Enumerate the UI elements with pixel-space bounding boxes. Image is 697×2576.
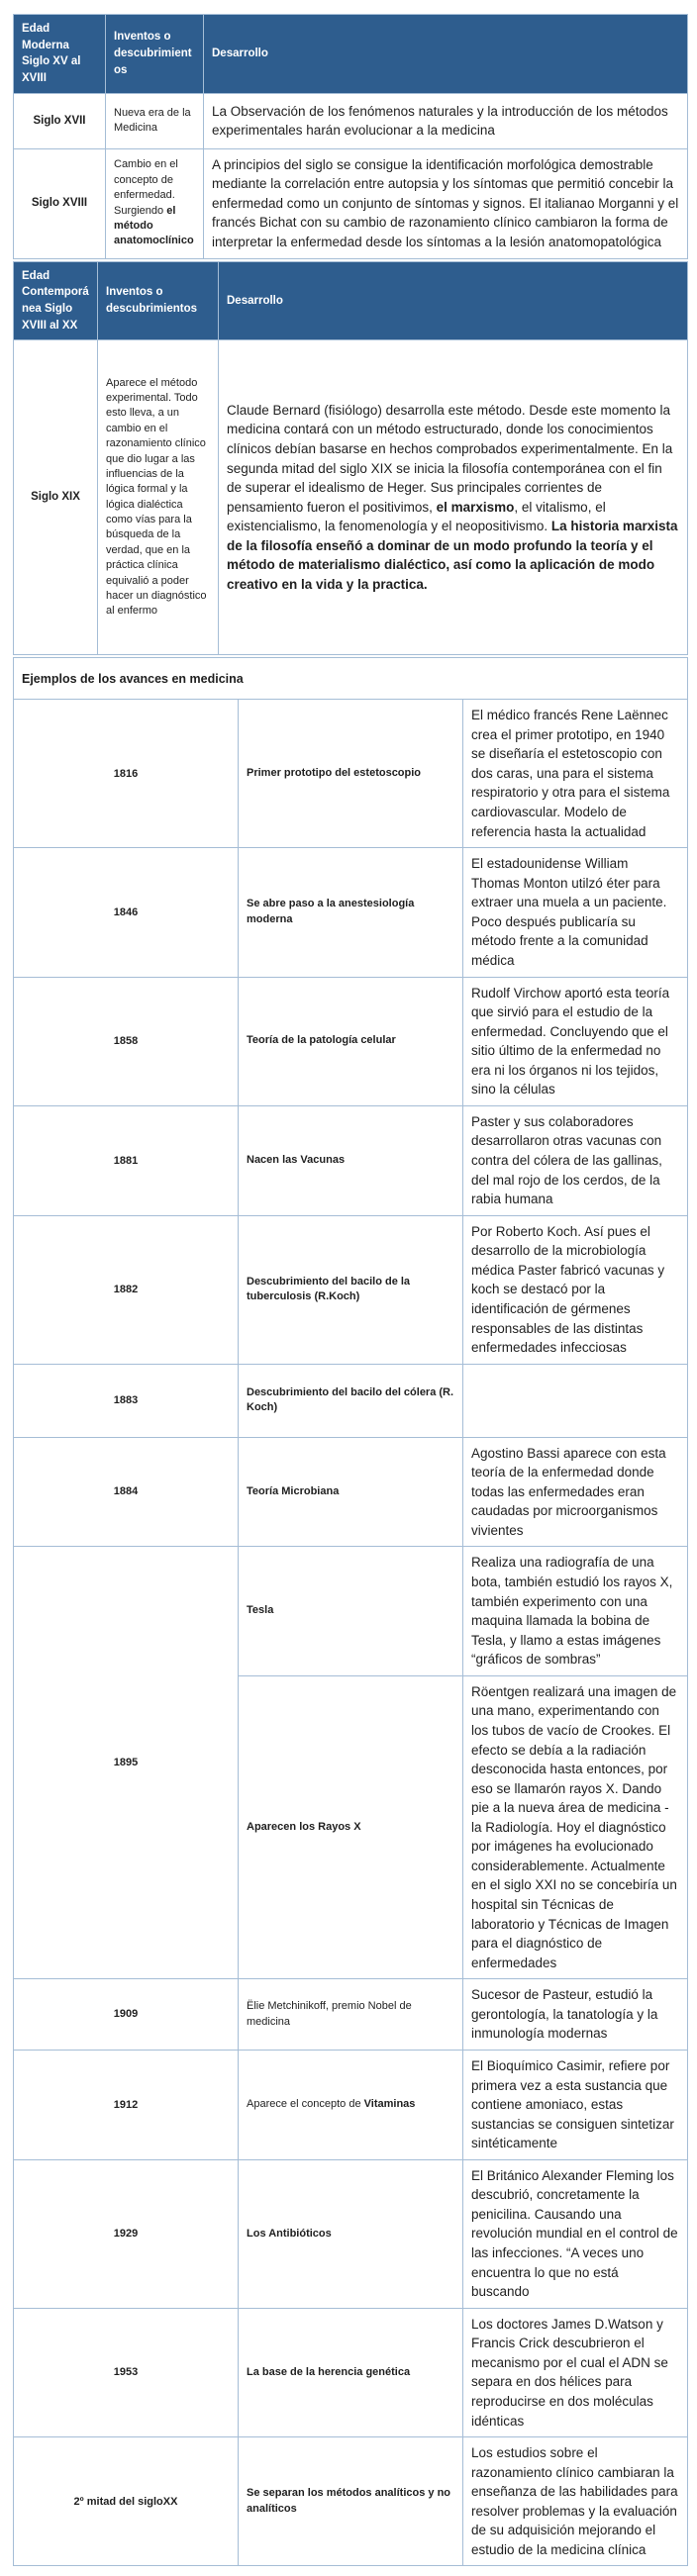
table-row-1858 bbox=[14, 977, 688, 1105]
development-cell bbox=[463, 1364, 688, 1437]
development-cell: Realiza una radiografía de una bota, también estudió los rayos X, también experimento con una maquina llamada la bobina de Tesla, y llamo a estas imágenes “gráficos de sombras” bbox=[463, 1547, 688, 1675]
table-row-2-mitad-siglo-xx bbox=[14, 2437, 688, 2566]
development-cell: Röentgen realizará una imagen de una mano, experimentando con los tubos de vacío de Crookes. El efecto se debía a la radiación desconocida hasta entonces, por eso se llamarón rayos X. Dando pie a la nueva área de medicina -la Radiología. Hoy el diagnóstico por imágenes ha evolucionado considerablemente. Actualmente en el siglo XXI no se concebiría un hospital sin Técnicas de laboratorio y Técnicas de Imagen para el diagnóstico de enfermedades bbox=[463, 1675, 688, 1978]
invention-cell bbox=[106, 148, 204, 258]
invention-cell bbox=[239, 700, 463, 848]
invention-text-bold: Primer prototipo del estetoscopio bbox=[247, 766, 422, 779]
development-cell: El estadounidense William Thomas Monton utilzó éter para extraer una muela a un paciente. Poco después publicaría su método frente a la comunidad médica bbox=[463, 848, 688, 977]
development-cell bbox=[219, 340, 688, 655]
invention-cell: Nueva era de la Medicina bbox=[106, 93, 204, 148]
invention-text-bold: Nacen las Vacunas bbox=[247, 1154, 346, 1167]
invention-cell bbox=[239, 1364, 463, 1437]
table-row-1881 bbox=[14, 1105, 688, 1215]
header-row-contemporanea bbox=[14, 261, 688, 340]
year-cell: 1953 bbox=[14, 2308, 239, 2436]
invention-cell bbox=[239, 1979, 463, 2051]
development-text-bold: el marxismo bbox=[436, 499, 515, 515]
invention-cell bbox=[239, 2050, 463, 2159]
invention-text-bold: Tesla bbox=[247, 1604, 274, 1617]
invention-text-bold: Descubrimiento del bacilo del cólera (R. Koch) bbox=[247, 1385, 454, 1414]
year-cell: 1895 bbox=[14, 1547, 239, 1979]
header-inventos: Inventos o descubrimientos bbox=[106, 15, 204, 94]
development-cell: Por Roberto Koch. Así pues el desarrollo de la microbiología médica Paster fabricó vacunas y koch se destacó por la identificación de gérmenes responsables de las distintas enfermedades infecciosas bbox=[463, 1215, 688, 1364]
invention-text-bold: Se separan los métodos analíticos y no analíticos bbox=[247, 2487, 451, 2515]
header-era-moderna: Edad Moderna Siglo XV al XVIII bbox=[14, 15, 106, 94]
header-desarrollo: Desarrollo bbox=[219, 261, 688, 340]
invention-cell bbox=[239, 2159, 463, 2308]
examples-title: Ejemplos de los avances en medicina bbox=[14, 658, 688, 700]
year-cell: 1846 bbox=[14, 848, 239, 977]
invention-cell bbox=[239, 1215, 463, 1364]
development-text: , el vitalismo, el existencialismo, la fenomenología y el neopositivismo. bbox=[227, 499, 606, 534]
period-cell: Siglo XVII bbox=[14, 93, 106, 148]
invention-cell bbox=[239, 848, 463, 977]
year-cell: 1816 bbox=[14, 700, 239, 848]
year-cell: 1881 bbox=[14, 1105, 239, 1215]
header-row-moderna bbox=[14, 15, 688, 94]
table-edad-moderna bbox=[13, 14, 688, 259]
invention-text: Cambio en el concepto de enfermedad. Surgiendo bbox=[114, 158, 178, 217]
invention-cell: Aparece el método experimental. Todo esto lleva, a un cambio en el razonamiento clínico que dio lugar a las influencias de la lógica formal y la lógica dialéctica como vías para la búsqueda de la verdad, que en la práctica clínica equivalió a poder hacer un diagnóstico al enfermo bbox=[98, 340, 219, 655]
examples-title-row bbox=[14, 658, 688, 700]
table-row-siglo-xix bbox=[14, 340, 688, 655]
invention-text-bold: La base de la herencia genética bbox=[247, 2365, 411, 2378]
table-row-1895-tesla bbox=[14, 1547, 688, 1675]
invention-text-bold: Los Antibióticos bbox=[247, 2227, 332, 2240]
year-cell: 1884 bbox=[14, 1437, 239, 1547]
table-row-1884 bbox=[14, 1437, 688, 1547]
table-row-1882 bbox=[14, 1215, 688, 1364]
year-cell: 1858 bbox=[14, 977, 239, 1105]
year-cell: 1929 bbox=[14, 2159, 239, 2308]
table-row-siglo-xvii bbox=[14, 93, 688, 148]
invention-text-bold: Aparecen los Rayos X bbox=[247, 1820, 361, 1833]
year-cell: 1883 bbox=[14, 1364, 239, 1437]
invention-cell bbox=[239, 1105, 463, 1215]
table-row-siglo-xviii bbox=[14, 148, 688, 258]
development-cell: Rudolf Virchow aportó esta teoría que sirvió para el estudio de la enfermedad. Concluyendo que el sitio último de la enfermedad no era ni los órganos ni los tejidos, sino la células bbox=[463, 977, 688, 1105]
development-cell: Los doctores James D.Watson y Francis Crick descubrieron el mecanismo por el cual el ADN se separa en dos hélices para reproducirse en dos moléculas idénticas bbox=[463, 2308, 688, 2436]
period-cell: Siglo XVIII bbox=[14, 148, 106, 258]
invention-cell bbox=[239, 2437, 463, 2566]
period-cell: Siglo XIX bbox=[14, 340, 98, 655]
invention-text: Aparece el concepto de bbox=[247, 2098, 364, 2111]
invention-text-bold: el método anatomoclínico bbox=[114, 204, 194, 247]
development-text-bold: La historia marxista de la filosofía enseñó a dominar de un modo profundo la teoría y el método de materialismo dialéctico, así como la aplicación de modo creativo en la vida y la practica. bbox=[227, 519, 678, 592]
invention-cell bbox=[239, 1547, 463, 1675]
year-cell: 1882 bbox=[14, 1215, 239, 1364]
development-cell: La Observación de los fenómenos naturales y la introducción de los métodos experimentales harán evolucionar a la medicina bbox=[204, 93, 688, 148]
table-row-1953 bbox=[14, 2308, 688, 2436]
invention-cell bbox=[239, 2308, 463, 2436]
table-row-1846 bbox=[14, 848, 688, 977]
development-cell: El médico francés Rene Laënnec crea el primer prototipo, en 1940 se diseñaría el estetoscopio con dos caras, una para el sistema respiratorio y otra para el sistema cardiovascular. Modelo de referencia hasta la actualidad bbox=[463, 700, 688, 848]
development-cell: El Bioquímico Casimir, refiere por primera vez a esta sustancia que contiene amoniaco, estas sustancias se consiguen sintetizar sintéticamente bbox=[463, 2050, 688, 2159]
development-cell: A principios del siglo se consigue la identificación morfológica demostrable mediante la correlación entre autopsia y los síntomas que permitió concebir la enfermedad como un conjunto de síntomas y signos. El italianao Morganni y el francés Bichat con su cambio de razonamiento clínico cambiaron la forma de interpretar la enfermedad desde los síntomas a la lesión anatomopatológica bbox=[204, 148, 688, 258]
invention-text-bold: Vitaminas bbox=[363, 2098, 416, 2111]
year-cell: 2º mitad del sigloXX bbox=[14, 2437, 239, 2566]
table-row-1912 bbox=[14, 2050, 688, 2159]
invention-text-bold: Teoría Microbiana bbox=[247, 1484, 340, 1497]
table-row-1909 bbox=[14, 1979, 688, 2051]
invention-cell bbox=[239, 1675, 463, 1978]
header-desarrollo: Desarrollo bbox=[204, 15, 688, 94]
invention-cell bbox=[239, 1437, 463, 1547]
header-era-contemporanea: Edad Contemporánea Siglo XVIII al XX bbox=[14, 261, 98, 340]
development-text: Claude Bernard (fisiólogo) desarrolla este método. Desde este momento la medicina contará con un método estructurado, donde los conocimientos clínicos debían basarse en hechos comprobados experimentalmente. En la segunda mitad del siglo XIX se inicia la filosofía contemporánea con el fin de superar el idealismo de Heger. Sus principales corrientes de pensamiento fueron el positivimos, bbox=[227, 402, 673, 515]
header-inventos: Inventos o descubrimientos bbox=[98, 261, 219, 340]
table-avances-medicina bbox=[13, 657, 688, 2566]
development-cell: Sucesor de Pasteur, estudió la gerontología, la tanatología y la inmunología modernas bbox=[463, 1979, 688, 2051]
table-row-1816 bbox=[14, 700, 688, 848]
table-row-1883 bbox=[14, 1364, 688, 1437]
invention-text-bold: Se abre paso a la anestesiología moderna bbox=[247, 898, 415, 925]
year-cell: 1909 bbox=[14, 1979, 239, 2051]
development-cell: Los estudios sobre el razonamiento clínico cambiaran la enseñanza de las habilidades para resolver problemas y la evaluación de su adquisición mejorando el estudio de la medicina clínica bbox=[463, 2437, 688, 2566]
development-cell: Agostino Bassi aparece con esta teoría de la enfermedad donde todas las enfermedades eran caudadas por microorganismos vivientes bbox=[463, 1437, 688, 1547]
table-row-1929 bbox=[14, 2159, 688, 2308]
invention-cell bbox=[239, 977, 463, 1105]
invention-text-bold: Teoría de la patología celular bbox=[247, 1034, 396, 1047]
development-cell: Paster y sus colaboradores desarrollaron otras vacunas con contra del cólera de las gallinas, del mal rojo de los cerdos, de la rabia humana bbox=[463, 1105, 688, 1215]
invention-text-bold: Descubrimiento del bacilo de la tuberculosis (R.Koch) bbox=[247, 1275, 411, 1303]
development-cell: El Británico Alexander Fleming los descubrió, concretamente la penicilina. Causando una revolución mundial en el control de las infecciones. “A veces uno encuentra lo que no está buscando bbox=[463, 2159, 688, 2308]
year-cell: 1912 bbox=[14, 2050, 239, 2159]
invention-text: Ëlie Metchinikoff, premio Nobel de medicina bbox=[247, 2000, 412, 2028]
table-edad-contemporanea bbox=[13, 261, 688, 656]
